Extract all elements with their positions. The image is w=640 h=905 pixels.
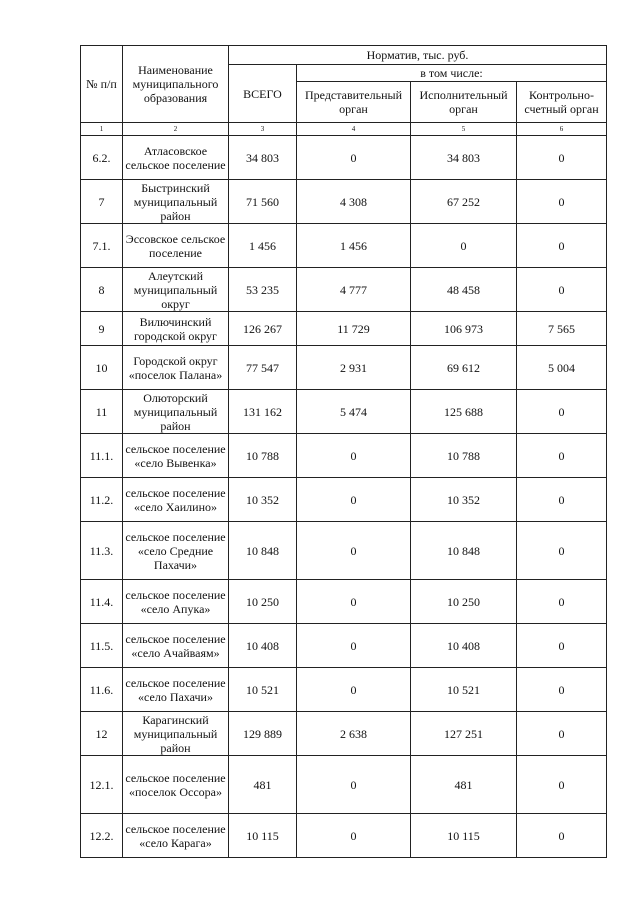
row-number: 6.2. bbox=[81, 136, 123, 180]
executive-value: 10 521 bbox=[411, 668, 517, 712]
executive-value: 10 352 bbox=[411, 478, 517, 522]
executive-value: 10 788 bbox=[411, 434, 517, 478]
municipality-name: Вилючинский городской округ bbox=[123, 312, 229, 346]
control-value: 5 004 bbox=[517, 346, 607, 390]
municipality-name: Олюторский муниципальный район bbox=[123, 390, 229, 434]
representative-value: 2 638 bbox=[297, 712, 411, 756]
column-index: 3 bbox=[229, 123, 297, 136]
table-row bbox=[81, 624, 607, 668]
row-number: 9 bbox=[81, 312, 123, 346]
control-value: 0 bbox=[517, 478, 607, 522]
control-value: 0 bbox=[517, 268, 607, 312]
table-row bbox=[81, 756, 607, 814]
total-value: 10 848 bbox=[229, 522, 297, 580]
row-number: 11.4. bbox=[81, 580, 123, 624]
municipality-name: Алеутский муниципальный округ bbox=[123, 268, 229, 312]
row-number: 11.2. bbox=[81, 478, 123, 522]
table-row bbox=[81, 814, 607, 858]
total-value: 10 788 bbox=[229, 434, 297, 478]
representative-value: 5 474 bbox=[297, 390, 411, 434]
representative-value: 4 308 bbox=[297, 180, 411, 224]
row-number: 7.1. bbox=[81, 224, 123, 268]
representative-value: 4 777 bbox=[297, 268, 411, 312]
header-including: в том числе: bbox=[297, 65, 607, 82]
control-value: 0 bbox=[517, 624, 607, 668]
control-value: 0 bbox=[517, 434, 607, 478]
header-num: № п/п bbox=[81, 46, 123, 123]
column-index: 2 bbox=[123, 123, 229, 136]
total-value: 131 162 bbox=[229, 390, 297, 434]
total-value: 53 235 bbox=[229, 268, 297, 312]
executive-value: 10 115 bbox=[411, 814, 517, 858]
municipality-name: сельское поселение «село Вывенка» bbox=[123, 434, 229, 478]
header-executive: Исполнительный орган bbox=[411, 82, 517, 123]
total-value: 481 bbox=[229, 756, 297, 814]
municipality-name: Карагинский муниципальный район bbox=[123, 712, 229, 756]
row-number: 11.5. bbox=[81, 624, 123, 668]
row-number: 12 bbox=[81, 712, 123, 756]
control-value: 0 bbox=[517, 180, 607, 224]
executive-value: 125 688 bbox=[411, 390, 517, 434]
column-index: 1 bbox=[81, 123, 123, 136]
total-value: 71 560 bbox=[229, 180, 297, 224]
total-value: 126 267 bbox=[229, 312, 297, 346]
row-number: 11.1. bbox=[81, 434, 123, 478]
control-value: 0 bbox=[517, 814, 607, 858]
municipality-name: сельское поселение «поселок Оссора» bbox=[123, 756, 229, 814]
table-row bbox=[81, 136, 607, 180]
row-number: 11 bbox=[81, 390, 123, 434]
row-number: 12.1. bbox=[81, 756, 123, 814]
municipality-name: Атласовское сельское поселение bbox=[123, 136, 229, 180]
column-index: 4 bbox=[297, 123, 411, 136]
total-value: 129 889 bbox=[229, 712, 297, 756]
row-number: 11.3. bbox=[81, 522, 123, 580]
municipality-name: сельское поселение «село Пахачи» bbox=[123, 668, 229, 712]
executive-value: 10 250 bbox=[411, 580, 517, 624]
executive-value: 10 848 bbox=[411, 522, 517, 580]
row-number: 7 bbox=[81, 180, 123, 224]
municipality-name: сельское поселение «село Хаилино» bbox=[123, 478, 229, 522]
municipality-name: Быстринский муниципальный район bbox=[123, 180, 229, 224]
municipality-name: сельское поселение «село Ачайваям» bbox=[123, 624, 229, 668]
control-value: 0 bbox=[517, 522, 607, 580]
representative-value: 0 bbox=[297, 668, 411, 712]
table-row bbox=[81, 434, 607, 478]
executive-value: 10 408 bbox=[411, 624, 517, 668]
table-row bbox=[81, 180, 607, 224]
row-number: 11.6. bbox=[81, 668, 123, 712]
control-value: 0 bbox=[517, 712, 607, 756]
header-control: Контрольно-счетный орган bbox=[517, 82, 607, 123]
total-value: 10 521 bbox=[229, 668, 297, 712]
executive-value: 481 bbox=[411, 756, 517, 814]
representative-value: 1 456 bbox=[297, 224, 411, 268]
representative-value: 2 931 bbox=[297, 346, 411, 390]
table-row bbox=[81, 390, 607, 434]
total-value: 10 250 bbox=[229, 580, 297, 624]
control-value: 0 bbox=[517, 580, 607, 624]
representative-value: 0 bbox=[297, 434, 411, 478]
header-normative: Норматив, тыс. руб. bbox=[229, 46, 607, 65]
column-index: 6 bbox=[517, 123, 607, 136]
executive-value: 106 973 bbox=[411, 312, 517, 346]
executive-value: 69 612 bbox=[411, 346, 517, 390]
municipality-name: Эссовское сельское поселение bbox=[123, 224, 229, 268]
control-value: 0 bbox=[517, 136, 607, 180]
normative-table bbox=[80, 45, 607, 858]
column-index-row bbox=[81, 123, 607, 136]
representative-value: 0 bbox=[297, 522, 411, 580]
control-value: 0 bbox=[517, 756, 607, 814]
total-value: 1 456 bbox=[229, 224, 297, 268]
table-row bbox=[81, 268, 607, 312]
control-value: 0 bbox=[517, 668, 607, 712]
header-total: ВСЕГО bbox=[229, 65, 297, 123]
representative-value: 0 bbox=[297, 624, 411, 668]
table-row bbox=[81, 668, 607, 712]
representative-value: 0 bbox=[297, 478, 411, 522]
total-value: 10 115 bbox=[229, 814, 297, 858]
table-row bbox=[81, 478, 607, 522]
control-value: 7 565 bbox=[517, 312, 607, 346]
row-number: 10 bbox=[81, 346, 123, 390]
table-row bbox=[81, 312, 607, 346]
representative-value: 0 bbox=[297, 136, 411, 180]
executive-value: 48 458 bbox=[411, 268, 517, 312]
table-row bbox=[81, 712, 607, 756]
representative-value: 0 bbox=[297, 756, 411, 814]
table-row bbox=[81, 522, 607, 580]
municipality-name: Городской округ «поселок Палана» bbox=[123, 346, 229, 390]
table-row bbox=[81, 346, 607, 390]
executive-value: 34 803 bbox=[411, 136, 517, 180]
executive-value: 127 251 bbox=[411, 712, 517, 756]
municipality-name: сельское поселение «село Апука» bbox=[123, 580, 229, 624]
executive-value: 0 bbox=[411, 224, 517, 268]
header-representative: Представительный орган bbox=[297, 82, 411, 123]
table-row bbox=[81, 224, 607, 268]
executive-value: 67 252 bbox=[411, 180, 517, 224]
representative-value: 0 bbox=[297, 814, 411, 858]
header-name: Наименование муниципального образования bbox=[123, 46, 229, 123]
total-value: 34 803 bbox=[229, 136, 297, 180]
row-number: 12.2. bbox=[81, 814, 123, 858]
control-value: 0 bbox=[517, 390, 607, 434]
control-value: 0 bbox=[517, 224, 607, 268]
representative-value: 11 729 bbox=[297, 312, 411, 346]
municipality-name: сельское поселение «село Средние Пахачи» bbox=[123, 522, 229, 580]
representative-value: 0 bbox=[297, 580, 411, 624]
column-index: 5 bbox=[411, 123, 517, 136]
table-row bbox=[81, 580, 607, 624]
row-number: 8 bbox=[81, 268, 123, 312]
total-value: 10 352 bbox=[229, 478, 297, 522]
municipality-name: сельское поселение «село Карага» bbox=[123, 814, 229, 858]
total-value: 10 408 bbox=[229, 624, 297, 668]
total-value: 77 547 bbox=[229, 346, 297, 390]
